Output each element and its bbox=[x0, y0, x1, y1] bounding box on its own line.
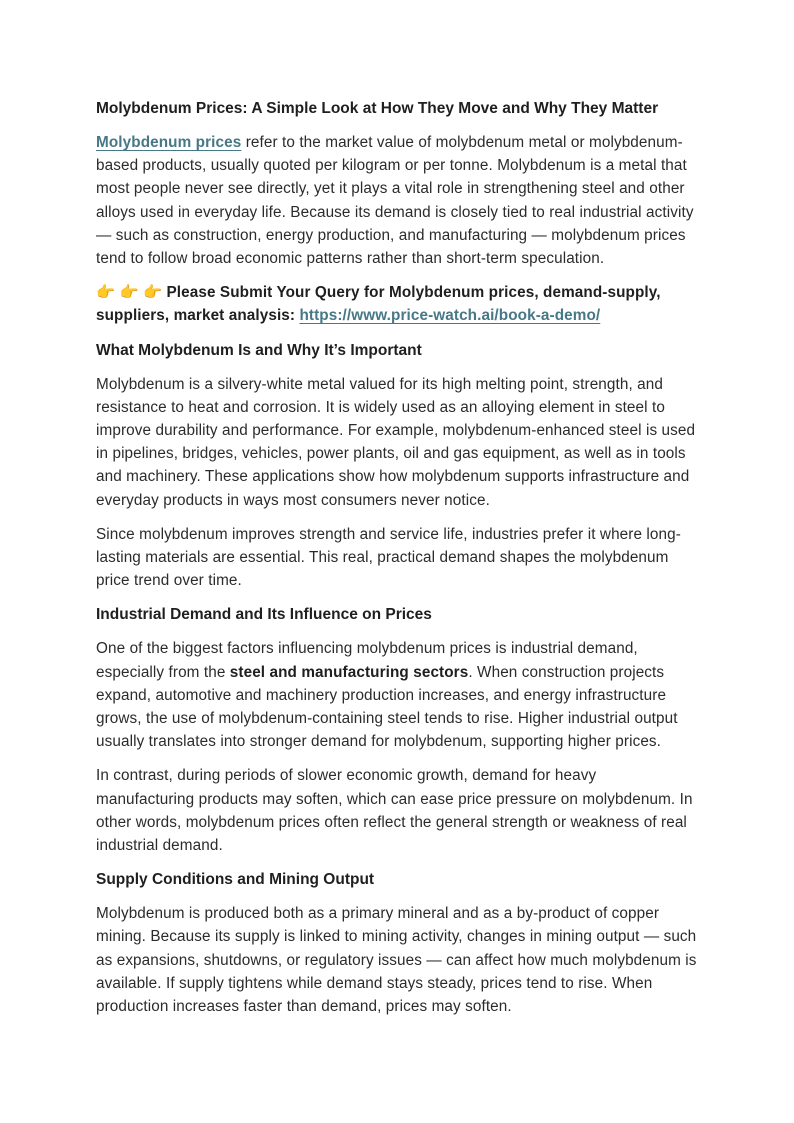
paragraph-industrial-demand-2: In contrast, during periods of slower economic growth, demand for heavy manufacturing products may soften, which can ease price pressure on molybdenum. In other words, molybdenum prices often reflect the general strength or weakness of real industrial demand. bbox=[96, 767, 693, 855]
paragraph-industrial-demand-1 bbox=[96, 637, 697, 753]
book-a-demo-link[interactable]: https://www.price-watch.ai/book-a-demo/ bbox=[299, 307, 601, 325]
section-heading-industrial-demand: Industrial Demand and Its Influence on Prices bbox=[96, 606, 432, 624]
paragraph-supply-conditions-1: Molybdenum is produced both as a primary mineral and as a by-product of copper mining. Because its supply is linked to mining activity, changes in mining output — such as expansions, shutdowns, or regulatory issues — can affect how much molybdenum is available. If supply tightens while demand stays steady, prices tend to rise. When production increases faster than demand, prices may soften. bbox=[96, 905, 697, 1016]
section-heading-what-molybdenum-is: What Molybdenum Is and Why It’s Important bbox=[96, 341, 422, 359]
industrial-demand-bold-phrase: steel and manufacturing sectors bbox=[229, 663, 469, 681]
intro-paragraph-text: refer to the market value of molybdenum metal or molybdenum-based products, usually quoted per kilogram or per tonne. Molybdenum is a metal that most people never see directly, yet it plays a vital role in strengthening steel and other alloys used in everyday life. Because its demand is closely tied to real industrial activity — such as construction, energy production, and manufacturing — molybdenum prices tend to follow broad economic patterns rather than short-term speculation. bbox=[96, 134, 694, 268]
industrial-demand-text-before-bold: One of the biggest factors influencing molybdenum prices is industrial demand, especially from the bbox=[96, 640, 638, 681]
pointing-right-emoji: 👉 👉 👉 bbox=[96, 284, 167, 302]
intro-paragraph bbox=[96, 131, 697, 270]
cta-text: Please Submit Your Query for Molybdenum prices, demand-supply, suppliers, market analysis: bbox=[96, 284, 661, 325]
document-title: Molybdenum Prices: A Simple Look at How They Move and Why They Matter bbox=[96, 100, 659, 117]
paragraph-what-molybdenum-is-2: Since molybdenum improves strength and service life, industries prefer it where long-lasting materials are essential. This real, practical demand shapes the molybdenum price trend over time. bbox=[96, 525, 681, 590]
cta-paragraph bbox=[96, 281, 697, 327]
industrial-demand-text-after-bold: . When construction projects expand, automotive and machinery production increases, and energy infrastructure grows, the use of molybdenum-containing steel tends to rise. Higher industrial output usually translates into stronger demand for molybdenum, supporting higher prices. bbox=[96, 663, 678, 751]
paragraph-what-molybdenum-is-1: Molybdenum is a silvery-white metal valued for its high melting point, strength, and resistance to heat and corrosion. It is widely used as an alloying element in steel to improve durability and performance. For example, molybdenum-enhanced steel is used in pipelines, bridges, vehicles, power plants, oil and gas equipment, as well as in tools and machinery. These applications show how molybdenum supports infrastructure and everyday products in ways most consumers never notice. bbox=[96, 375, 696, 509]
section-heading-supply-conditions: Supply Conditions and Mining Output bbox=[96, 871, 375, 889]
molybdenum-prices-link[interactable]: Molybdenum prices bbox=[96, 134, 242, 151]
